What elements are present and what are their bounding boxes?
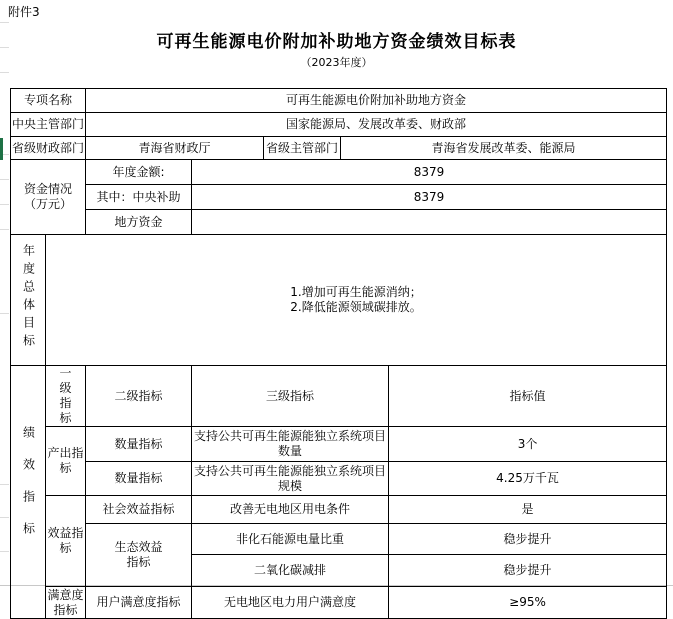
cell-special-project-value[interactable]: 可再生能源电价附加补助地方资金 <box>86 89 667 113</box>
cell-group-benefit[interactable]: 效益指标 <box>46 496 86 587</box>
annual-goal-vertical-label: 年度总体目标 <box>21 244 36 352</box>
cell-provincial-dept-value[interactable]: 青海省发展改革委、能源局 <box>341 137 667 160</box>
cell-indicator-level3[interactable]: 支持公共可再生能源能独立系统项目数量 <box>192 427 389 462</box>
cell-local-funds-value[interactable] <box>192 210 667 235</box>
gridline-stub <box>0 484 9 485</box>
cell-central-subsidy-label[interactable]: 其中：中央补助 <box>86 185 192 210</box>
performance-target-table <box>10 88 667 619</box>
gridline-stub <box>0 229 9 230</box>
cell-header-level1[interactable] <box>46 366 86 427</box>
cell-indicator-value[interactable]: 4.25万千瓦 <box>389 462 667 496</box>
cell-indicator-level3[interactable]: 改善无电地区用电条件 <box>192 496 389 524</box>
cell-group-eco[interactable] <box>86 524 192 587</box>
annual-goal-line1: 1.增加可再生能源消纳； <box>290 285 422 299</box>
cell-group-satisfaction[interactable]: 满意度指标 <box>47 587 84 617</box>
cell-provincial-finance-value[interactable]: 青海省财政厅 <box>86 137 264 160</box>
cell-header-level3[interactable]: 三级指标 <box>192 366 389 427</box>
cell-provincial-dept-label[interactable]: 省级主管部门 <box>264 137 341 160</box>
annual-goal-line2: 2.降低能源领域碳排放。 <box>290 300 422 314</box>
header-level1-text: 一级指标 <box>59 366 72 425</box>
cell-annual-goal-content[interactable] <box>46 235 667 366</box>
funding-label-line1: 资金情况 <box>24 182 73 196</box>
gridline-stub <box>0 72 9 73</box>
cell-indicator-level2[interactable]: 数量指标 <box>86 462 192 496</box>
page-subtitle: （2023年度） <box>300 56 373 69</box>
eco-group-text: 生态效益指标 <box>114 540 163 569</box>
cell-local-funds-label[interactable]: 地方资金 <box>86 210 192 235</box>
cell-indicator-level3[interactable]: 非化石能源电量比重 <box>192 524 389 555</box>
cell-indicator-value[interactable]: 稳步提升 <box>389 524 667 555</box>
performance-vertical-label: 绩效指标 <box>21 426 36 554</box>
cell-central-dept-value[interactable]: 国家能源局、发展改革委、财政部 <box>86 113 667 137</box>
cell-provincial-finance-label-selected[interactable]: 省级财政部门 <box>11 137 86 160</box>
gridline-stub <box>0 551 9 552</box>
cell-indicator-level3[interactable]: 无电地区电力用户满意度 <box>192 587 389 619</box>
gridline-stub <box>0 22 9 23</box>
cell-indicator-level3[interactable]: 二氧化碳减排 <box>192 555 389 587</box>
cell-annual-amount-value[interactable]: 8379 <box>192 160 667 185</box>
cell-special-project-label[interactable]: 专项名称 <box>11 89 86 113</box>
gridline-stub <box>0 179 9 180</box>
cell-annual-amount-label[interactable]: 年度金额: <box>86 160 192 185</box>
gridline-stub <box>0 313 9 314</box>
cell-central-dept-label[interactable]: 中央主管部门 <box>11 113 86 137</box>
cell-header-value[interactable]: 指标值 <box>389 366 667 427</box>
cell-performance-section-label[interactable] <box>11 366 46 619</box>
cell-indicator-level3[interactable]: 支持公共可再生能源能独立系统项目规模 <box>192 462 389 496</box>
cell-funding-section-label[interactable] <box>11 160 86 235</box>
cell-indicator-value[interactable]: 3个 <box>389 427 667 462</box>
cell-header-level2[interactable]: 二级指标 <box>86 366 192 427</box>
cell-annual-goal-section-label[interactable] <box>11 235 46 366</box>
cell-indicator-level2[interactable]: 数量指标 <box>86 427 192 462</box>
page-title: 可再生能源电价附加补助地方资金绩效目标表 <box>156 32 517 52</box>
attachment-label: 附件3 <box>8 5 40 19</box>
cell-group-output[interactable]: 产出指标 <box>46 427 86 496</box>
cell-indicator-level2[interactable]: 用户满意度指标 <box>86 587 192 619</box>
cell-indicator-value[interactable]: 是 <box>389 496 667 524</box>
gridline-stub <box>0 204 9 205</box>
cell-indicator-value[interactable]: 稳步提升 <box>389 555 667 587</box>
cell-indicator-value[interactable]: ≥95% <box>389 587 667 619</box>
cell-indicator-level2[interactable]: 社会效益指标 <box>86 496 192 524</box>
cell-central-subsidy-value[interactable]: 8379 <box>192 185 667 210</box>
funding-label-line2: （万元） <box>24 197 73 211</box>
selected-row-indicator <box>0 138 3 160</box>
gridline-stub <box>0 517 9 518</box>
